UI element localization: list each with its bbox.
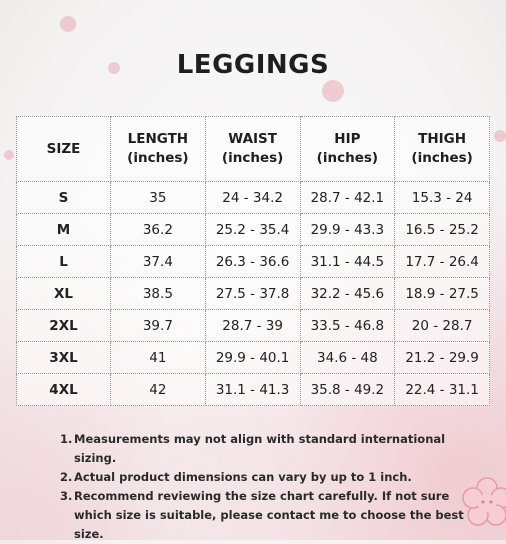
note-item bbox=[60, 468, 470, 487]
waist-cell: 27.5 - 37.8 bbox=[205, 278, 300, 310]
size-cell: 2XL bbox=[17, 310, 111, 342]
waist-cell: 26.3 - 36.6 bbox=[205, 246, 300, 278]
hip-cell: 34.6 - 48 bbox=[300, 342, 395, 374]
table-row bbox=[17, 182, 490, 214]
column-header-hip: HIP (inches) bbox=[300, 117, 395, 182]
length-cell: 37.4 bbox=[111, 246, 206, 278]
size-cell: 4XL bbox=[17, 374, 111, 406]
waist-cell: 31.1 - 41.3 bbox=[205, 374, 300, 406]
column-header-size: SIZE bbox=[17, 117, 111, 182]
hip-cell: 35.8 - 49.2 bbox=[300, 374, 395, 406]
length-cell: 36.2 bbox=[111, 214, 206, 246]
decorative-dot bbox=[494, 130, 506, 142]
note-number: 2. bbox=[60, 470, 73, 484]
size-cell: 3XL bbox=[17, 342, 111, 374]
length-cell: 41 bbox=[111, 342, 206, 374]
hip-cell: 28.7 - 42.1 bbox=[300, 182, 395, 214]
length-cell: 38.5 bbox=[111, 278, 206, 310]
table-row bbox=[17, 342, 490, 374]
size-cell: L bbox=[17, 246, 111, 278]
length-cell: 39.7 bbox=[111, 310, 206, 342]
table-header-row bbox=[17, 117, 490, 182]
length-cell: 42 bbox=[111, 374, 206, 406]
decorative-dot bbox=[4, 150, 14, 160]
thigh-cell: 21.2 - 29.9 bbox=[395, 342, 490, 374]
page-title: LEGGINGS bbox=[176, 50, 330, 80]
decorative-dot bbox=[60, 16, 76, 32]
size-cell: S bbox=[17, 182, 111, 214]
table-row bbox=[17, 278, 490, 310]
column-header-thigh: THIGH (inches) bbox=[395, 117, 490, 182]
note-item bbox=[60, 487, 470, 544]
table-row bbox=[17, 310, 490, 342]
note-text: Recommend reviewing the size chart carefully. If not sure which size is suitable, please contact me to choose the best size. bbox=[74, 489, 464, 541]
note-number: 3. bbox=[60, 489, 73, 503]
table-row bbox=[17, 214, 490, 246]
thigh-cell: 15.3 - 24 bbox=[395, 182, 490, 214]
column-header-waist: WAIST (inches) bbox=[205, 117, 300, 182]
table-row bbox=[17, 246, 490, 278]
hip-cell: 29.9 - 43.3 bbox=[300, 214, 395, 246]
size-cell: XL bbox=[17, 278, 111, 310]
thigh-cell: 17.7 - 26.4 bbox=[395, 246, 490, 278]
note-number: 1. bbox=[60, 432, 73, 446]
flower-icon bbox=[460, 476, 506, 530]
note-text: Measurements may not align with standard international sizing. bbox=[74, 432, 446, 465]
hip-cell: 33.5 - 46.8 bbox=[300, 310, 395, 342]
waist-cell: 28.7 - 39 bbox=[205, 310, 300, 342]
decorative-dot bbox=[322, 80, 344, 102]
length-cell: 35 bbox=[111, 182, 206, 214]
size-cell: M bbox=[17, 214, 111, 246]
thigh-cell: 18.9 - 27.5 bbox=[395, 278, 490, 310]
hip-cell: 31.1 - 44.5 bbox=[300, 246, 395, 278]
thigh-cell: 22.4 - 31.1 bbox=[395, 374, 490, 406]
note-item bbox=[60, 430, 470, 468]
table-row bbox=[17, 374, 490, 406]
size-chart-table bbox=[16, 116, 490, 406]
note-text: Actual product dimensions can vary by up to 1 inch. bbox=[74, 470, 412, 484]
hip-cell: 32.2 - 45.6 bbox=[300, 278, 395, 310]
column-header-length: LENGTH (inches) bbox=[111, 117, 206, 182]
waist-cell: 29.9 - 40.1 bbox=[205, 342, 300, 374]
waist-cell: 25.2 - 35.4 bbox=[205, 214, 300, 246]
waist-cell: 24 - 34.2 bbox=[205, 182, 300, 214]
thigh-cell: 20 - 28.7 bbox=[395, 310, 490, 342]
thigh-cell: 16.5 - 25.2 bbox=[395, 214, 490, 246]
notes-list bbox=[60, 430, 470, 544]
